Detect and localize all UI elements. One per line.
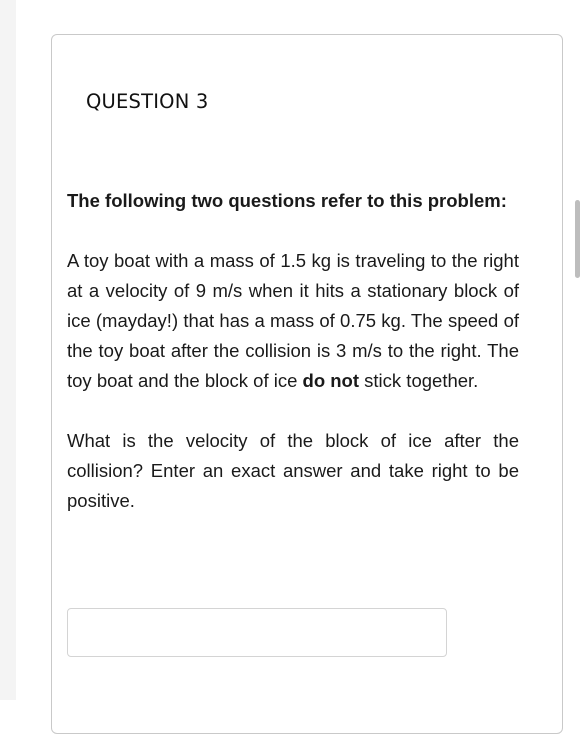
problem-emphasis: do not (302, 370, 360, 391)
scrollbar-thumb[interactable] (575, 200, 580, 278)
problem-text-start: A toy boat with a mass of 1.5 kg is traveling to the right at a velocity of 9 m/s when it hits a stationary block of ice (mayday!) that has a mass of 0.75 kg. The speed of the toy boat after the collision is 3 m/s to the right. The toy boat and the block of ice (67, 250, 519, 391)
page-left-margin (0, 0, 16, 700)
question-prompt: What is the velocity of the block of ice after the collision? Enter an exact answer and take right to be positive. (67, 430, 519, 511)
answer-input[interactable] (67, 608, 447, 657)
question-intro: The following two questions refer to this problem: (67, 190, 507, 211)
question-title: QUESTION 3 (86, 90, 209, 113)
problem-text-end: stick together. (359, 370, 479, 391)
problem-statement (67, 246, 519, 396)
question-content (67, 186, 519, 516)
